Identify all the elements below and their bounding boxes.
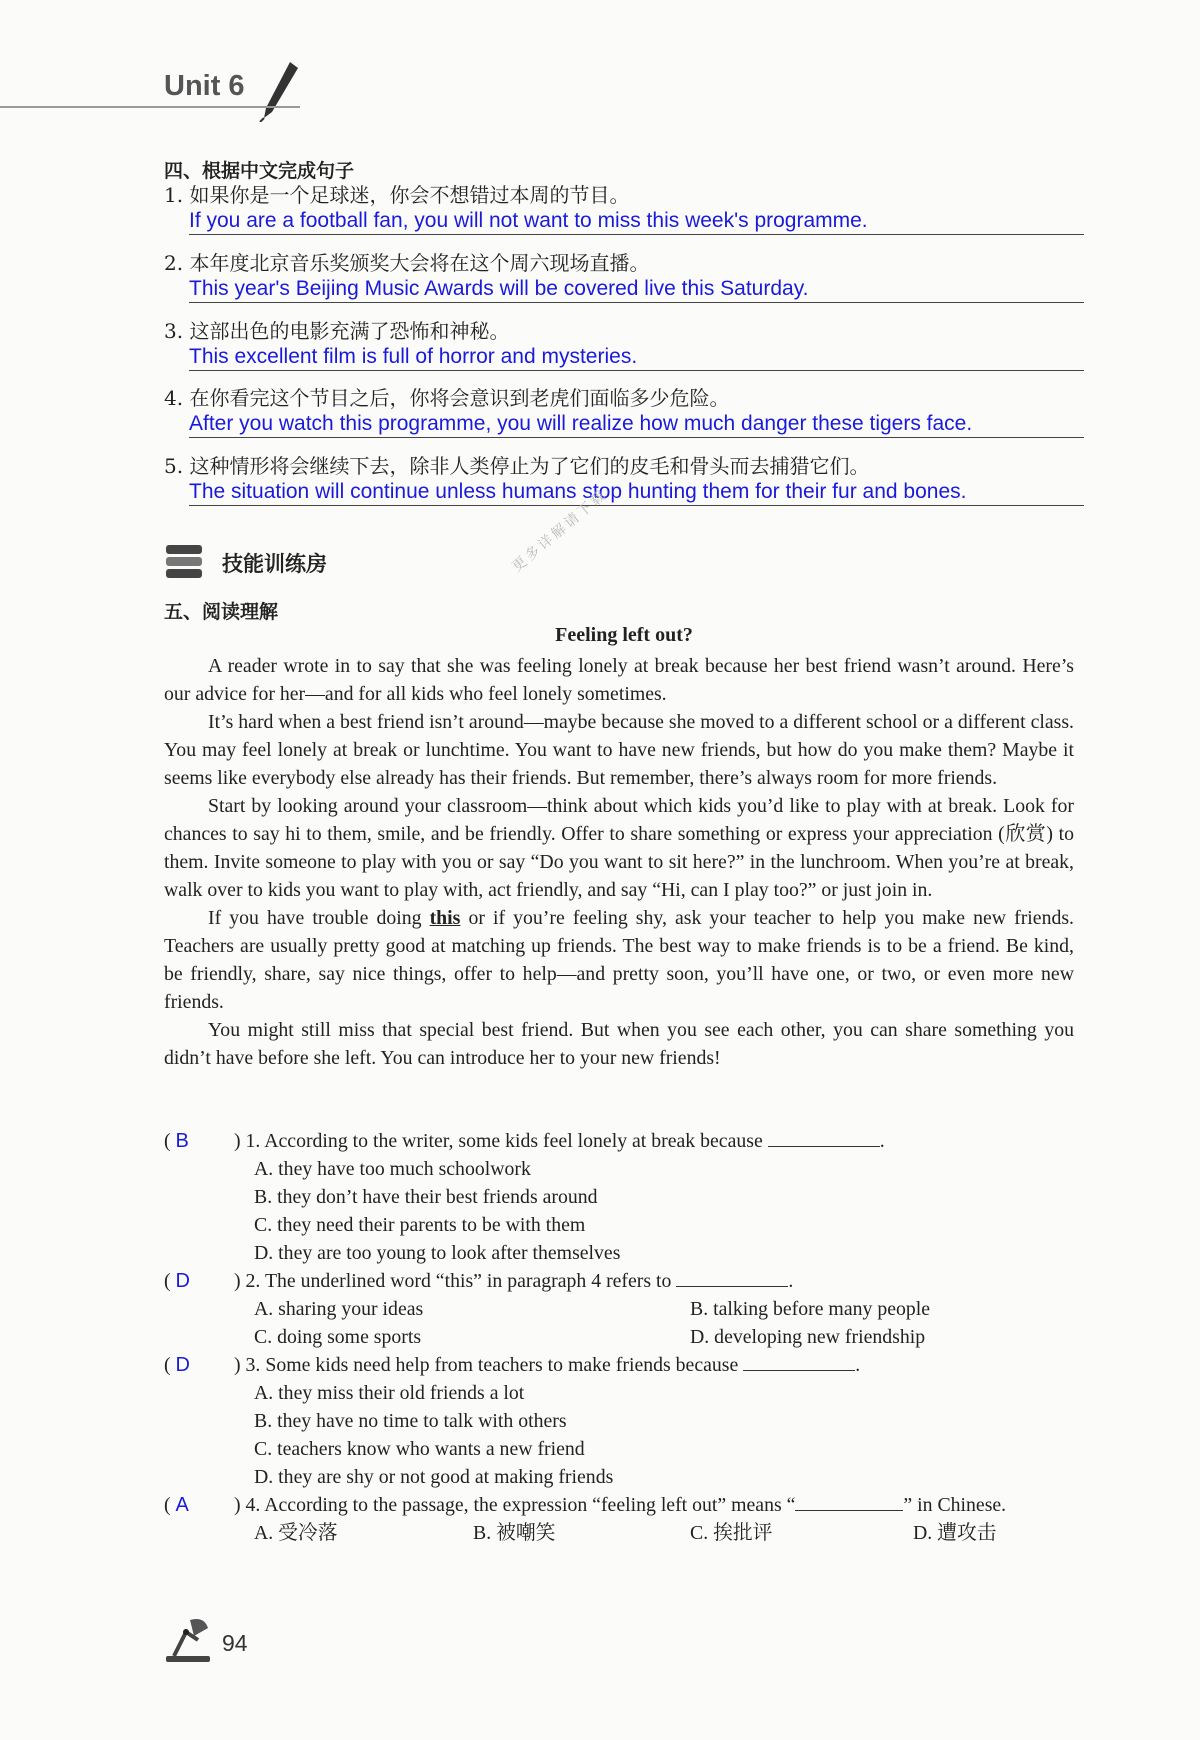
sentence-answer: This excellent film is full of horror and mysteries. [189, 344, 1084, 371]
question-stem: ) 1. According to the writer, some kids feel lonely at break because [234, 1130, 763, 1152]
question-stem: ) 3. Some kids need help from teachers to make friends because [234, 1354, 739, 1376]
answer-letter: A [175, 1494, 189, 1516]
answer-blank [676, 1268, 788, 1287]
answer-blank [795, 1492, 903, 1511]
underlined-word: this [429, 907, 461, 929]
option-b: B. they have no time to talk with others [254, 1410, 567, 1432]
sentence-chinese: 4. 在你看完这个节目之后，你将会意识到老虎们面临多少危险。 [164, 386, 730, 410]
answer-blank [743, 1352, 855, 1371]
question-tail: ” in Chinese. [903, 1494, 1007, 1516]
sentence-item-1 [164, 182, 1084, 235]
section5-title: 五、阅读理解 [164, 601, 279, 623]
option-c: C. 挨批评 [690, 1522, 773, 1544]
sentence-answer: The situation will continue unless humans stop hunting them for their fur and bones. [189, 479, 1084, 506]
option-d: D. developing new friendship [690, 1326, 926, 1348]
page-number: 94 [222, 1630, 248, 1656]
question-tail: . [855, 1354, 861, 1376]
sentence-item-3 [164, 318, 1084, 371]
question-1: ( B ) 1. According to the writer, some kids feel lonely at break because . [164, 1130, 885, 1152]
sentence-answer: After you watch this programme, you will realize how much danger these tigers face. [189, 411, 1084, 438]
paragraph-2: It’s hard when a best friend isn’t around—maybe because she moved to a different school or a different class. You may feel lonely at break or lunchtime. You want to have new friends, but how do you make them? Maybe it seems like everybody else already has their friends. But remember, there’s always room for more friends. [164, 711, 1074, 789]
option-b: B. 被嘲笑 [473, 1522, 556, 1544]
answer-letter: D [175, 1270, 190, 1292]
paragraph-1: A reader wrote in to say that she was feeling lonely at break because her best friend wasn’t around. Here’s our advice for her—and for all kids who feel lonely sometimes. [164, 655, 1074, 705]
paragraph-3: Start by looking around your classroom—think about which kids you’d like to play with at break. Look for chances to say hi to them, smile, and be friendly. Offer to share something or express your appreciation (欣赏) to them. Invite someone to play with you or say “Do you want to sit here?” in the lunchroom. When you’re at break, walk over to kids you want to play with, act friendly, and say “Hi, can I play too?” or just join in. [164, 795, 1074, 901]
option-d: D. 遭攻击 [913, 1522, 997, 1544]
option-b: B. they don’t have their best friends around [254, 1186, 598, 1208]
question-2: ( D ) 2. The underlined word “this” in paragraph 4 refers to . [164, 1270, 794, 1292]
paragraph-4-before: If you have trouble doing [208, 907, 430, 929]
sentence-item-4 [164, 385, 1084, 438]
question-stem: ) 4. According to the passage, the expression “feeling left out” means “ [234, 1494, 796, 1516]
question-4: ( A ) 4. According to the passage, the expression “feeling left out” means “ ” in Chinese. [164, 1494, 1007, 1516]
paragraph-4-after: or if you’re feeling shy, ask your teacher to help you make new friends. Teachers are usually pretty good at matching up friends. The best way to make friends is to be a friend. Be kind, be friendly, share, say nice things, offer to help—and pretty soon, you’ll have one, or two, or even more new friends. [164, 907, 1074, 1013]
sentence-chinese: 2. 本年度北京音乐奖颁奖大会将在这个周六现场直播。 [164, 251, 650, 275]
paragraph-4 [164, 904, 1074, 1016]
option-a: A. sharing your ideas [254, 1298, 424, 1320]
sentence-chinese: 3. 这部出色的电影充满了恐怖和神秘。 [164, 319, 510, 343]
desk-lamp-icon [164, 1614, 216, 1664]
option-c: C. they need their parents to be with them [254, 1214, 586, 1236]
header-rule [0, 106, 300, 108]
section4-title: 四、根据中文完成句子 [164, 160, 355, 182]
question-3: ( D ) 3. Some kids need help from teachers to make friends because . [164, 1354, 861, 1376]
answer-letter: D [175, 1354, 190, 1376]
question-tail: . [879, 1130, 885, 1152]
option-a: A. they have too much schoolwork [254, 1158, 531, 1180]
option-c: C. doing some sports [254, 1326, 422, 1348]
sentence-chinese: 5. 这种情形将会继续下去，除非人类停止为了它们的皮毛和骨头而去捕猎它们。 [164, 454, 870, 478]
watermark: 更多详解请下载 [509, 486, 611, 576]
paragraph-5: You might still miss that special best friend. But when you see each other, you can share something you didn’t have before she left. You can introduce her to your new friends! [164, 1019, 1074, 1069]
unit-label: Unit 6 [164, 70, 245, 102]
sentence-answer: This year's Beijing Music Awards will be covered live this Saturday. [189, 276, 1084, 303]
pen-icon [258, 60, 300, 122]
option-c: C. teachers know who wants a new friend [254, 1438, 585, 1460]
skills-stack-icon [164, 543, 204, 581]
option-d: D. they are too young to look after themselves [254, 1242, 621, 1264]
sentence-item-5 [164, 453, 1084, 506]
answer-letter: B [175, 1130, 189, 1152]
sentence-answer: If you are a football fan, you will not want to miss this week's programme. [189, 208, 1084, 235]
option-a: A. 受冷落 [254, 1522, 338, 1544]
option-d: D. they are shy or not good at making friends [254, 1466, 614, 1488]
sentence-item-2 [164, 250, 1084, 303]
skills-title: 技能训练房 [222, 552, 327, 576]
reading-passage [164, 652, 1074, 1072]
sentence-chinese: 1. 如果你是一个足球迷，你会不想错过本周的节目。 [164, 183, 630, 207]
reading-title: Feeling left out? [555, 624, 693, 646]
option-a: A. they miss their old friends a lot [254, 1382, 525, 1404]
option-b: B. talking before many people [690, 1298, 931, 1320]
question-stem: ) 2. The underlined word “this” in paragraph 4 refers to [234, 1270, 672, 1292]
question-tail: . [788, 1270, 794, 1292]
answer-blank [768, 1128, 880, 1147]
